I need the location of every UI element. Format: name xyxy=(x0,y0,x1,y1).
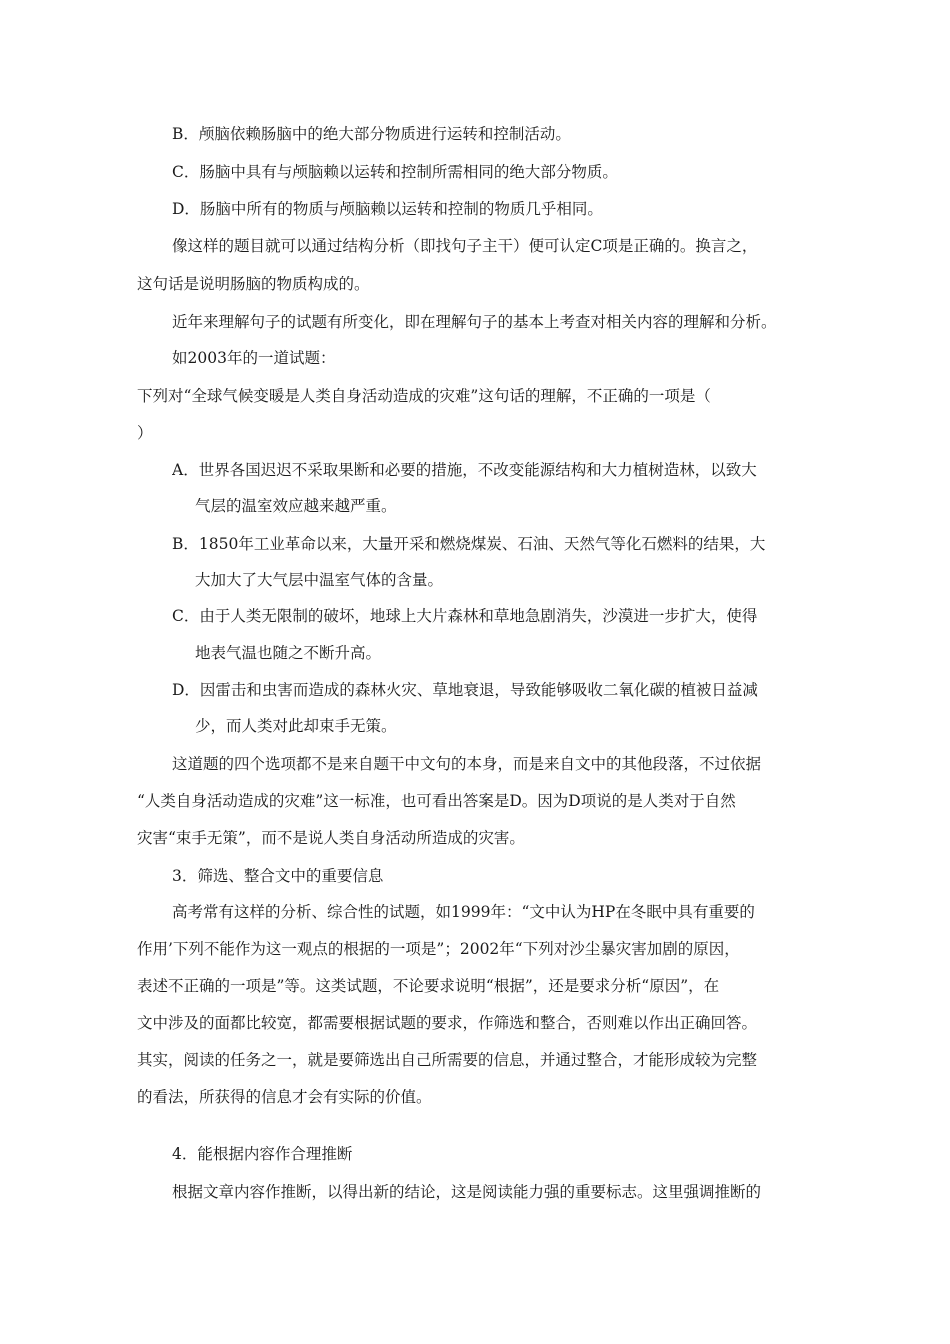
body-paragraph-line: 这句话是说明肠脑的物质构成的。 xyxy=(137,275,370,293)
body-paragraph-line: 作用’下列不能作为这一观点的根据的一项是”；2002年“下列对沙尘暴灾害加剧的原因， xyxy=(137,940,740,958)
section-heading: 3．筛选、整合文中的重要信息 xyxy=(172,867,384,885)
body-paragraph-line: 近年来理解句子的试题有所变化，即在理解句子的基本上考查对相关内容的理解和分析。 xyxy=(172,313,777,331)
option-d: D．因雷击和虫害而造成的森林火灾、草地衰退，导致能够吸收二氧化碳的植被日益减 xyxy=(172,681,758,699)
question-stem: 下列对“全球气候变暖是人类自身活动造成的灾难”这句话的理解，不正确的一项是（ xyxy=(137,387,711,405)
body-paragraph-line: 像这样的题目就可以通过结构分析（即找句子主干）便可认定C项是正确的。换言之， xyxy=(172,237,758,255)
option-b: B．颅脑依赖肠脑中的绝大部分物质进行运转和控制活动。 xyxy=(172,125,571,143)
option-a: A．世界各国迟迟不采取果断和必要的措施，不改变能源结构和大力植树造林，以致大 xyxy=(172,461,757,479)
option-a: 气层的温室效应越来越严重。 xyxy=(195,497,397,515)
option-c: 地表气温也随之不断升高。 xyxy=(195,644,382,662)
body-paragraph-line: 高考常有这样的分析、综合性的试题，如1999年：“文中认为HP在冬眠中具有重要的 xyxy=(172,903,755,921)
option-c: C．由于人类无限制的破坏，地球上大片森林和草地急剧消失，沙漠进一步扩大，使得 xyxy=(172,607,758,625)
option-b: 大加大了大气层中温室气体的含量。 xyxy=(195,571,444,589)
section-heading: 4．能根据内容作合理推断 xyxy=(172,1145,353,1163)
body-paragraph-line: 的看法，所获得的信息才会有实际的价值。 xyxy=(137,1088,432,1106)
body-paragraph-line: 这道题的四个选项都不是来自题干中文句的本身，而是来自文中的其他段落，不过依据 xyxy=(172,755,762,773)
option-c: C．肠脑中具有与颅脑赖以运转和控制所需相同的绝大部分物质。 xyxy=(172,163,618,181)
body-paragraph-line: 如2003年的一道试题： xyxy=(172,349,336,367)
body-paragraph-line: “人类自身活动造成的灾难”这一标准，也可看出答案是D。因为D项说的是人类对于自然 xyxy=(137,792,736,810)
body-paragraph-line: 其实，阅读的任务之一，就是要筛选出自己所需要的信息，并通过整合，才能形成较为完整 xyxy=(137,1051,758,1069)
body-paragraph-line: 根据文章内容作推断，以得出新的结论，这是阅读能力强的重要标志。这里强调推断的 xyxy=(172,1183,762,1201)
body-paragraph-line: 文中涉及的面都比较宽，都需要根据试题的要求，作筛选和整合，否则难以作出正确回答。 xyxy=(137,1014,758,1032)
option-b: B．1850年工业革命以来，大量开采和燃烧煤炭、石油、天然气等化石燃料的结果，大 xyxy=(172,535,766,553)
body-paragraph-line: 灾害“束手无策”，而不是说人类自身活动所造成的灾害。 xyxy=(137,829,525,847)
question-stem: ） xyxy=(137,424,153,442)
body-paragraph-line: 表述不正确的一项是”等。这类试题，不论要求说明“根据”，还是要求分析“原因”，在 xyxy=(137,977,720,995)
option-d: 少，而人类对此却束手无策。 xyxy=(195,717,397,735)
option-d: D．肠脑中所有的物质与颅脑赖以运转和控制的物质几乎相同。 xyxy=(172,200,603,218)
